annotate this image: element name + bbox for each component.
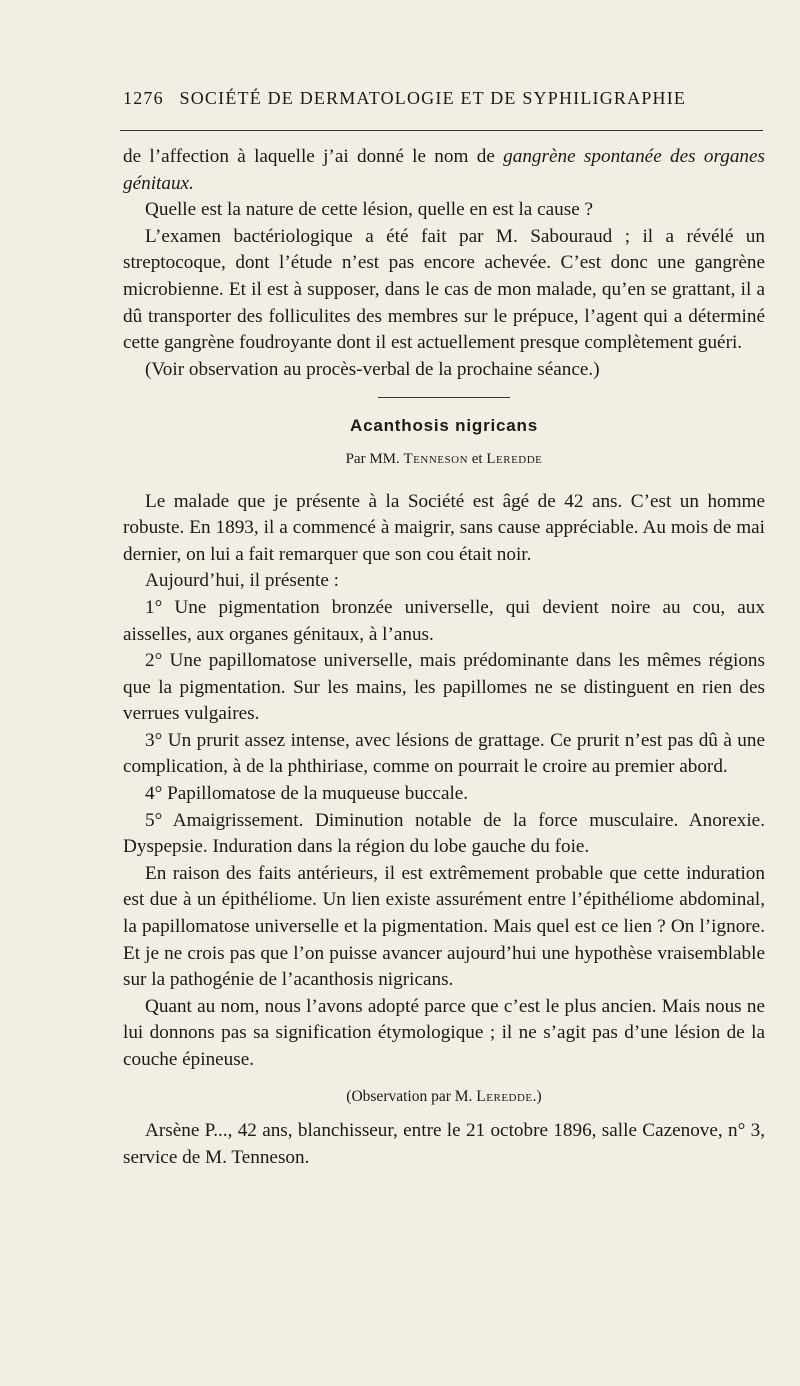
- section-separator: [378, 397, 510, 398]
- observation-author: Leredde: [476, 1087, 533, 1105]
- article-paragraph: Le malade que je présente à la Société est âgé de 42 ans. C’est un homme robuste. En 1893, il a commencé à maigrir, sans cause appréciable. Au mois de mai dernier, on lui a fait remarquer que son cou était noir.: [123, 490, 765, 565]
- header-rule: [120, 130, 763, 131]
- intro-text: de l’affection à laquelle j’ai donné le nom de: [123, 146, 504, 167]
- article-paragraph: 1° Une pigmentation bronzée universelle, qui devient noire au cou, aux aisselles, aux organes génitaux, à l’anus.: [123, 596, 765, 645]
- article-authors: [123, 446, 765, 473]
- article-paragraph: 3° Un prurit assez intense, avec lésions de grattage. Ce prurit n’est pas dû à une complication, à de la phthiriase, comme on pourrait le croire au premier abord.: [123, 729, 765, 778]
- author-name: Tenneson: [403, 450, 469, 467]
- authors-prefix: Par MM.: [345, 450, 404, 467]
- final-paragraph: Arsène P..., 42 ans, blanchisseur, entre le 21 octobre 1896, salle Cazenove, n° 3, service de M. Tenneson.: [123, 1120, 765, 1168]
- article-paragraph: 4° Papillomatose de la muqueuse buccale.: [145, 783, 469, 805]
- intro-paragraph-3: L’examen bactériologique a été fait par M. Sabouraud ; il a révélé un streptocoque, dont l’étude n’est pas encore achevée. C’est donc une gangrène microbienne. Et il est à supposer, dans le cas de mon malade, qu’en se grattant, il a dû transporter des folliculites des membres sur le prépuce, l’agent qui a déterminé cette gangrène foudroyante dont il est actuellement presque complètement guéri.: [123, 225, 765, 354]
- intro-paragraph-2: Quelle est la nature de cette lésion, quelle en est la cause ?: [145, 199, 594, 221]
- running-title: SOCIÉTÉ DE DERMATOLOGIE ET DE SYPHILIGRAPHIE: [179, 88, 687, 108]
- running-header: [123, 88, 763, 109]
- author-name: Leredde: [486, 450, 543, 467]
- emphasis-text: gangrène spontanée des organes génitaux.: [123, 146, 765, 194]
- page-number: 1276: [123, 88, 164, 108]
- article-title: Acanthosis nigricans: [350, 416, 538, 436]
- article-paragraph: Quant au nom, nous l’avons adopté parce que c’est le plus ancien. Mais nous ne lui donnons pas sa signification étymologique ; il ne s’agit pas d’une lésion de la couche épineuse.: [123, 995, 765, 1070]
- intro-paragraph-1: [123, 144, 765, 197]
- intro-paragraph-4: (Voir observation au procès-verbal de la prochaine séance.): [145, 358, 600, 380]
- article-paragraph: Aujourd’hui, il présente :: [145, 570, 339, 592]
- observation-heading: [123, 1084, 765, 1111]
- article-paragraph: En raison des faits antérieurs, il est extrêmement probable que cette induration est due à un épithéliome. Un lien existe assurément entre l’épithéliome abdominal, la papillomatose universelle et la pigmentation. Mais quel est ce lien ? On l’ignore. Et je ne crois pas que l’on puisse avancer aujourd’hui une hypothèse vraisemblable sur la pathogénie de l’acanthosis nigricans.: [123, 862, 765, 991]
- observation-prefix: (Observation par M.: [346, 1087, 477, 1105]
- observation-suffix: .): [532, 1087, 542, 1105]
- authors-conjunction: et: [468, 450, 487, 467]
- article-paragraph: 2° Une papillomatose universelle, mais prédominante dans les mêmes régions que la pigmentation. Sur les mains, les papillomes ne se distinguent en rien des verrues vulgaires.: [123, 650, 765, 725]
- body-text: [123, 144, 765, 1171]
- article-paragraph: 5° Amaigrissement. Diminution notable de la force musculaire. Anorexie. Dyspepsie. Induration dans la région du lobe gauche du foie.: [123, 809, 765, 858]
